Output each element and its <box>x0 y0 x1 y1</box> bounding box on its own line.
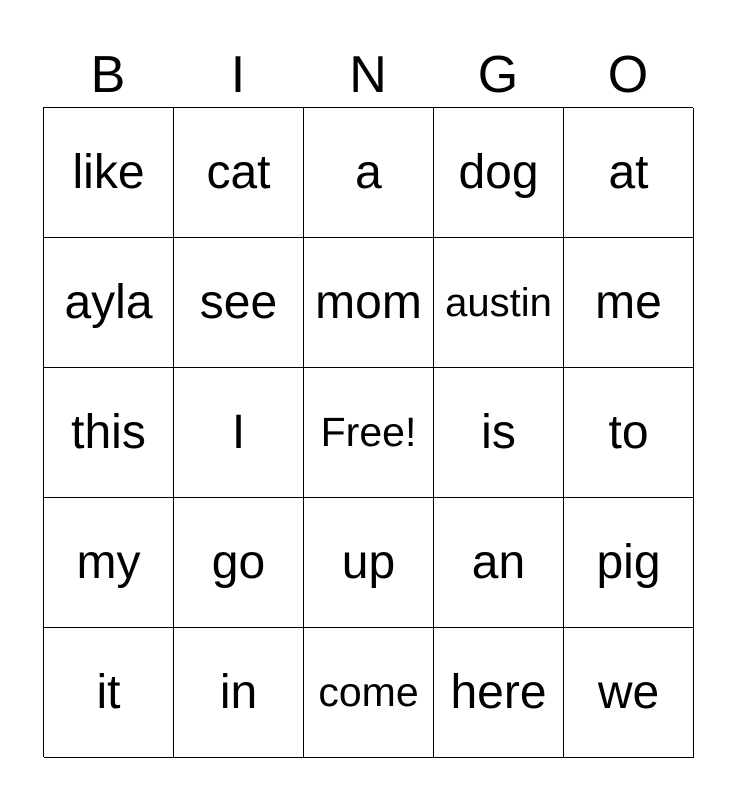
bingo-cell[interactable]: mom <box>304 238 434 368</box>
bingo-cell[interactable]: austin <box>434 238 564 368</box>
bingo-cell[interactable]: is <box>434 368 564 498</box>
bingo-cell[interactable]: an <box>434 498 564 628</box>
header-letter-g: G <box>477 46 519 104</box>
bingo-cell[interactable]: here <box>434 628 564 758</box>
bingo-cell[interactable]: dog <box>434 108 564 238</box>
header-letter-b: B <box>90 46 126 104</box>
bingo-cell[interactable]: cat <box>174 108 304 238</box>
bingo-cell[interactable]: this <box>44 368 174 498</box>
header-letter-o: O <box>607 46 649 104</box>
bingo-cell[interactable]: I <box>174 368 304 498</box>
bingo-header <box>43 44 693 106</box>
free-space-cell[interactable]: Free! <box>304 368 434 498</box>
bingo-board <box>43 107 693 757</box>
bingo-cell[interactable]: it <box>44 628 174 758</box>
bingo-cell[interactable]: up <box>304 498 434 628</box>
bingo-cell[interactable]: me <box>564 238 694 368</box>
bingo-cell[interactable]: see <box>174 238 304 368</box>
bingo-cell[interactable]: pig <box>564 498 694 628</box>
bingo-cell[interactable]: a <box>304 108 434 238</box>
header-letter-i: I <box>230 46 246 104</box>
header-letter-n: N <box>349 46 387 104</box>
bingo-cell[interactable]: at <box>564 108 694 238</box>
bingo-cell[interactable]: like <box>44 108 174 238</box>
bingo-cell[interactable]: my <box>44 498 174 628</box>
bingo-cell[interactable]: go <box>174 498 304 628</box>
bingo-cell[interactable]: ayla <box>44 238 174 368</box>
bingo-cell[interactable]: to <box>564 368 694 498</box>
bingo-cell[interactable]: come <box>304 628 434 758</box>
bingo-cell[interactable]: in <box>174 628 304 758</box>
bingo-cell[interactable]: we <box>564 628 694 758</box>
